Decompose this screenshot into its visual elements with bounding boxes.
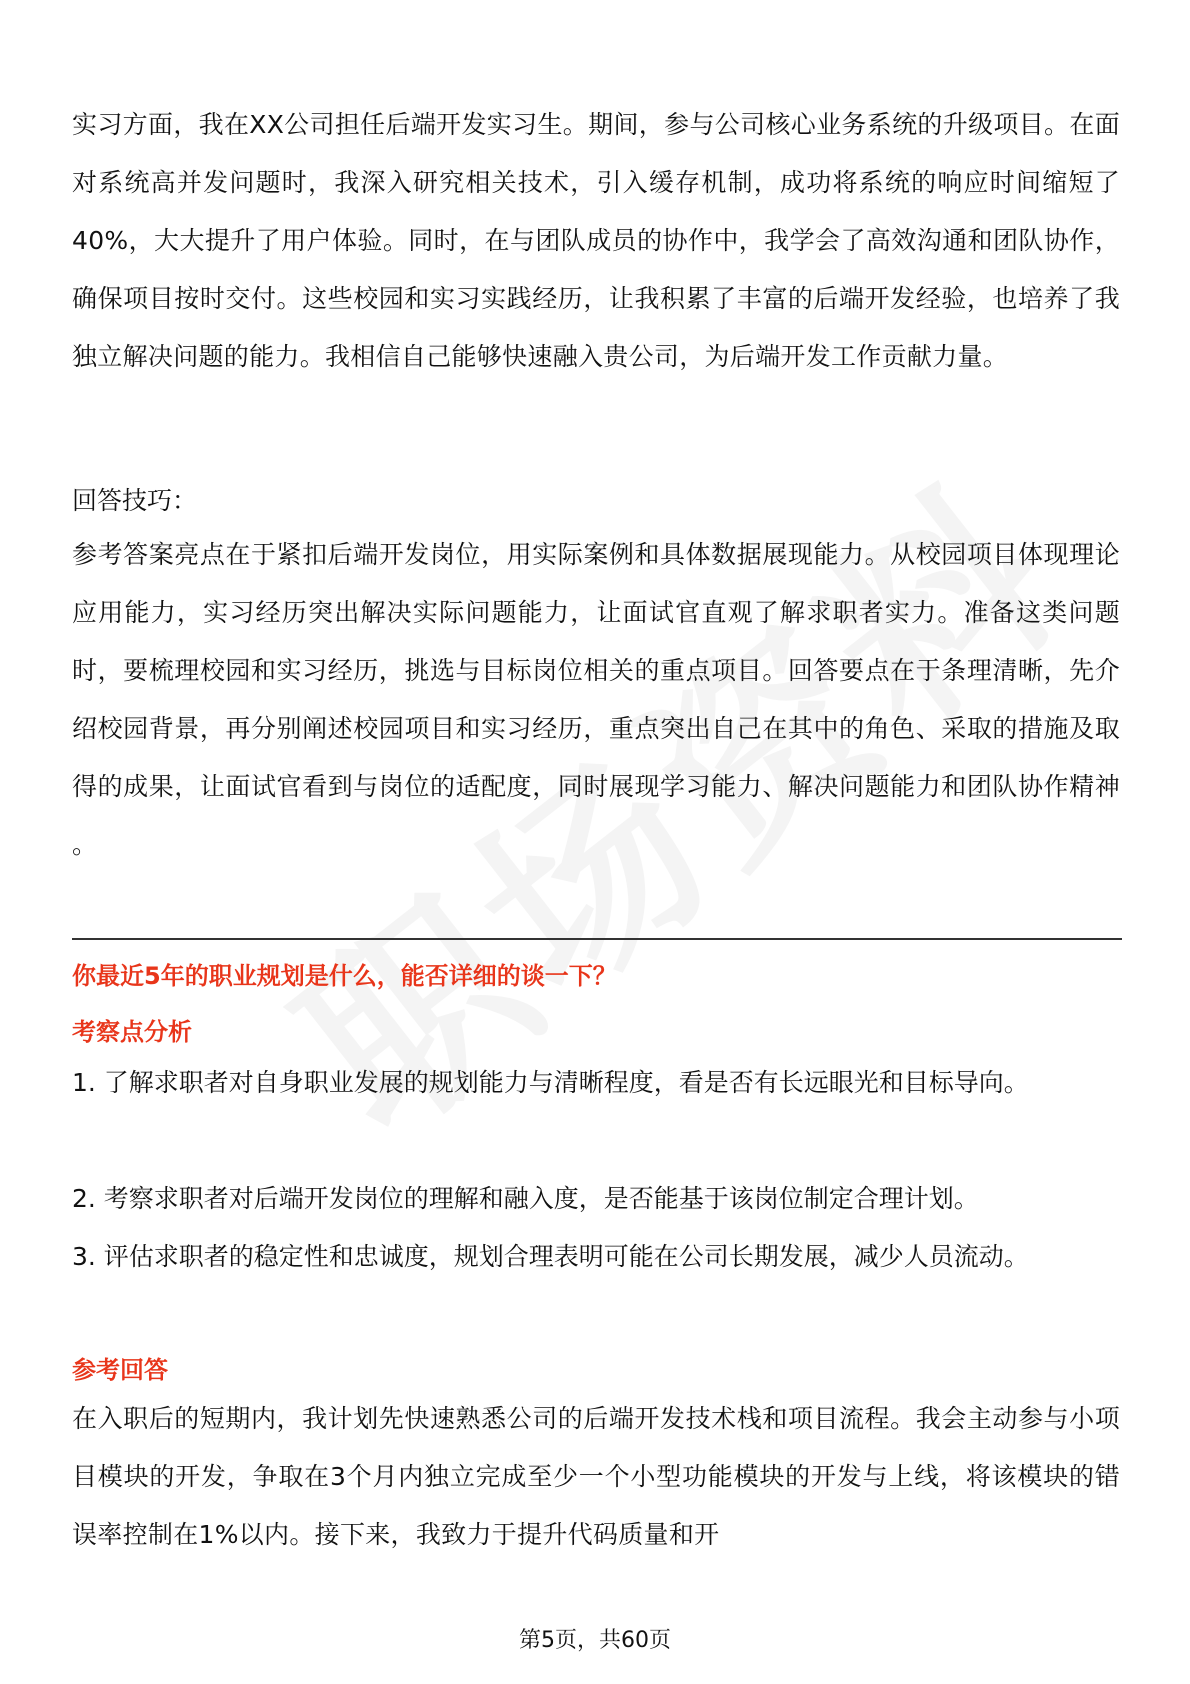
- section-divider: [72, 938, 1122, 940]
- tips-label: 回答技巧：: [72, 486, 198, 515]
- answer-heading: 参考回答: [72, 1356, 168, 1384]
- tips-paragraph: 参考答案亮点在于紧扣后端开发岗位，用实际案例和具体数据展现能力。从校园项目体现理论应用能力，实习经历突出解决实际问题能力，让面试官直观了解求职者实力。准备这类问题时，要梳理校园和实习经历，挑选与目标岗位相关的重点项目。回答要点在于条理清晰，先介绍校园背景，再分别阐述校园项目和实习经历，重点突出自己在其中的角色、采取的措施及取得的成果，让面试官看到与岗位的适配度，同时展现学习能力、解决问题能力和团队协作精神 。: [72, 540, 1120, 859]
- answer-paragraph: 在入职后的短期内，我计划先快速熟悉公司的后端开发技术栈和项目流程。我会主动参与小项目模块的开发，争取在3个月内独立完成至少一个小型功能模块的开发与上线，将该模块的错误率控制在1%以内。接下来，我致力于提升代码质量和开: [72, 1404, 1120, 1549]
- page-footer: 第5页，共60页: [519, 1628, 671, 1653]
- analysis-heading: 考察点分析: [72, 1018, 192, 1046]
- analysis-item-1: 1. 了解求职者对自身职业发展的规划能力与清晰程度，看是否有长远眼光和目标导向。: [72, 1068, 1029, 1097]
- document-page: [72, 0, 1122, 1684]
- analysis-item-2: 2. 考察求职者对后端开发岗位的理解和融入度，是否能基于该岗位制定合理计划。: [72, 1184, 979, 1213]
- analysis-item-3: 3. 评估求职者的稳定性和忠诚度，规划合理表明可能在公司长期发展，减少人员流动。: [72, 1242, 1029, 1271]
- question-title: 你最近5年的职业规划是什么，能否详细的谈一下？: [72, 962, 617, 990]
- intro-paragraph: 实习方面，我在XX公司担任后端开发实习生。期间，参与公司核心业务系统的升级项目。在面对系统高并发问题时，我深入研究相关技术，引入缓存机制，成功将系统的响应时间缩短了40%，大大提升了用户体验。同时，在与团队成员的协作中，我学会了高效沟通和团队协作，确保项目按时交付。这些校园和实习实践经历，让我积累了丰富的后端开发经验，也培养了我独立解决问题的能力。我相信自己能够快速融入贵公司，为后端开发工作贡献力量。: [72, 110, 1120, 371]
